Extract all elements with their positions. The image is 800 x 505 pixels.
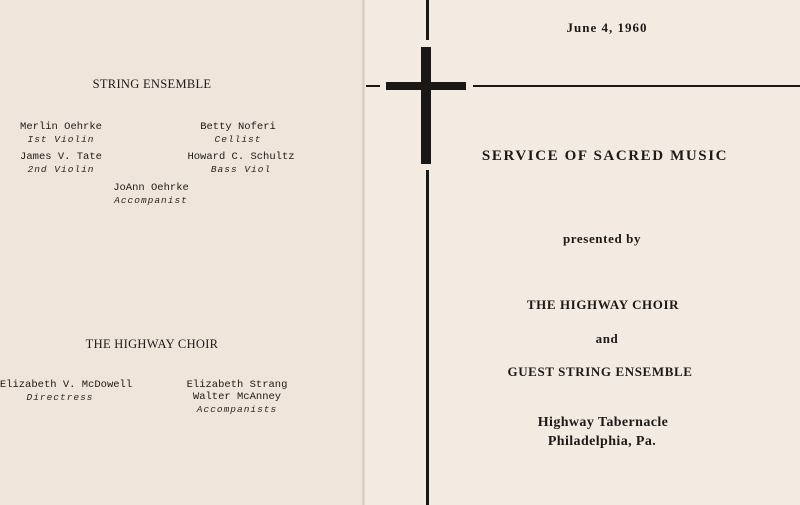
program-title: SERVICE OF SACRED MUSIC	[481, 148, 729, 164]
member-name-accompanist: JoAnn Oehrke	[113, 182, 189, 194]
cross-upright	[421, 47, 431, 164]
member-role-cellist: Cellist	[214, 134, 262, 145]
member-name-second-violin: James V. Tate	[20, 151, 102, 163]
member-name-bass-viol: Howard C. Schultz	[187, 151, 295, 163]
and-text: and	[595, 331, 619, 346]
accompanists-role: Accompanists	[196, 404, 278, 415]
cross-beam	[386, 82, 466, 90]
highway-choir-heading: THE HIGHWAY CHOIR	[85, 337, 219, 351]
venue-city: Philadelphia, Pa.	[547, 434, 657, 449]
right-rule	[473, 85, 800, 87]
ensemble-name: GUEST STRING ENSEMBLE	[507, 364, 693, 379]
choir-name: THE HIGHWAY CHOIR	[526, 297, 680, 312]
presented-by-text: presented by	[562, 231, 642, 246]
member-name-first-violin: Merlin Oehrke	[20, 121, 102, 133]
cross-vertical-bottom-line	[426, 170, 429, 505]
left-rule-short	[366, 85, 380, 87]
member-role-bass-viol: Bass Viol	[210, 164, 272, 175]
member-role-first-violin: Ist Violin	[27, 134, 95, 145]
cross-vertical-top-line	[426, 0, 429, 40]
venue-name: Highway Tabernacle	[537, 415, 669, 430]
program-date: June 4, 1960	[566, 20, 648, 35]
string-ensemble-heading: STRING ENSEMBLE	[92, 77, 212, 91]
accompanist-name-mcanney: Walter McAnney	[192, 391, 282, 403]
accompanist-name-strang: Elizabeth Strang	[186, 379, 288, 391]
directress-role: Directress	[26, 392, 94, 403]
directress-name: Elizabeth V. McDowell	[0, 379, 133, 391]
member-role-accompanist: Accompanist	[114, 195, 188, 206]
member-role-second-violin: 2nd Violin	[27, 164, 95, 175]
page-fold	[362, 0, 365, 505]
member-name-cellist: Betty Noferi	[200, 121, 276, 133]
left-panel	[0, 0, 363, 505]
